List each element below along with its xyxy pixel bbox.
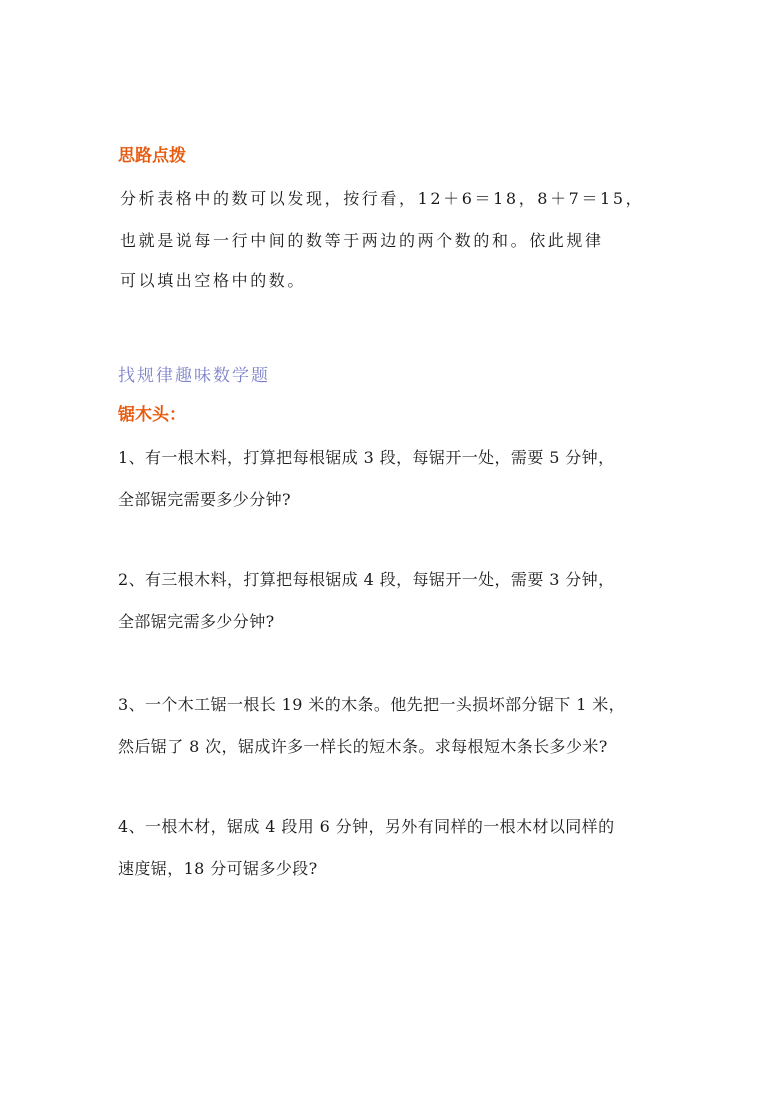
question-2-line-1: 2、有三根木料，打算把每根锯成 4 段，每锯开一处，需要 3 分钟， (118, 570, 615, 589)
section-title: 锯木头： (118, 405, 186, 425)
question-1 (118, 446, 614, 530)
question-2-line-2: 全部锯完需多少分钟? (118, 612, 275, 631)
question-3-line-2: 然后锯了 8 次，锯成许多一样长的短木条。求每根短木条长多少米? (118, 737, 608, 756)
question-3 (118, 693, 625, 777)
section-subtitle: 找规律趣味数学题 (118, 366, 270, 386)
hint-line-1: 分析表格中的数可以发现，按行看，12＋6＝18，8＋7＝15， (120, 189, 645, 208)
hint-line-3: 可以填出空格中的数。 (120, 271, 307, 290)
hint-title: 思路点拨 (118, 146, 186, 166)
question-4 (118, 815, 614, 899)
hint-paragraph (120, 187, 644, 293)
question-3-line-1: 3、一个木工锯一根长 19 米的木条。他先把一头损坏部分锯下 1 米， (118, 695, 626, 714)
question-2 (118, 568, 614, 652)
question-1-line-1: 1、有一根木料，打算把每根锯成 3 段，每锯开一处，需要 5 分钟， (118, 448, 615, 467)
question-4-line-2: 速度锯，18 分可锯多少段? (118, 859, 318, 878)
hint-line-2: 也就是说每一行中间的数等于两边的两个数的和。依此规律 (120, 231, 604, 250)
question-1-line-2: 全部锯完需要多少分钟? (118, 490, 291, 509)
question-4-line-1: 4、一根木材，锯成 4 段用 6 分钟，另外有同样的一根木材以同样的 (118, 817, 615, 836)
